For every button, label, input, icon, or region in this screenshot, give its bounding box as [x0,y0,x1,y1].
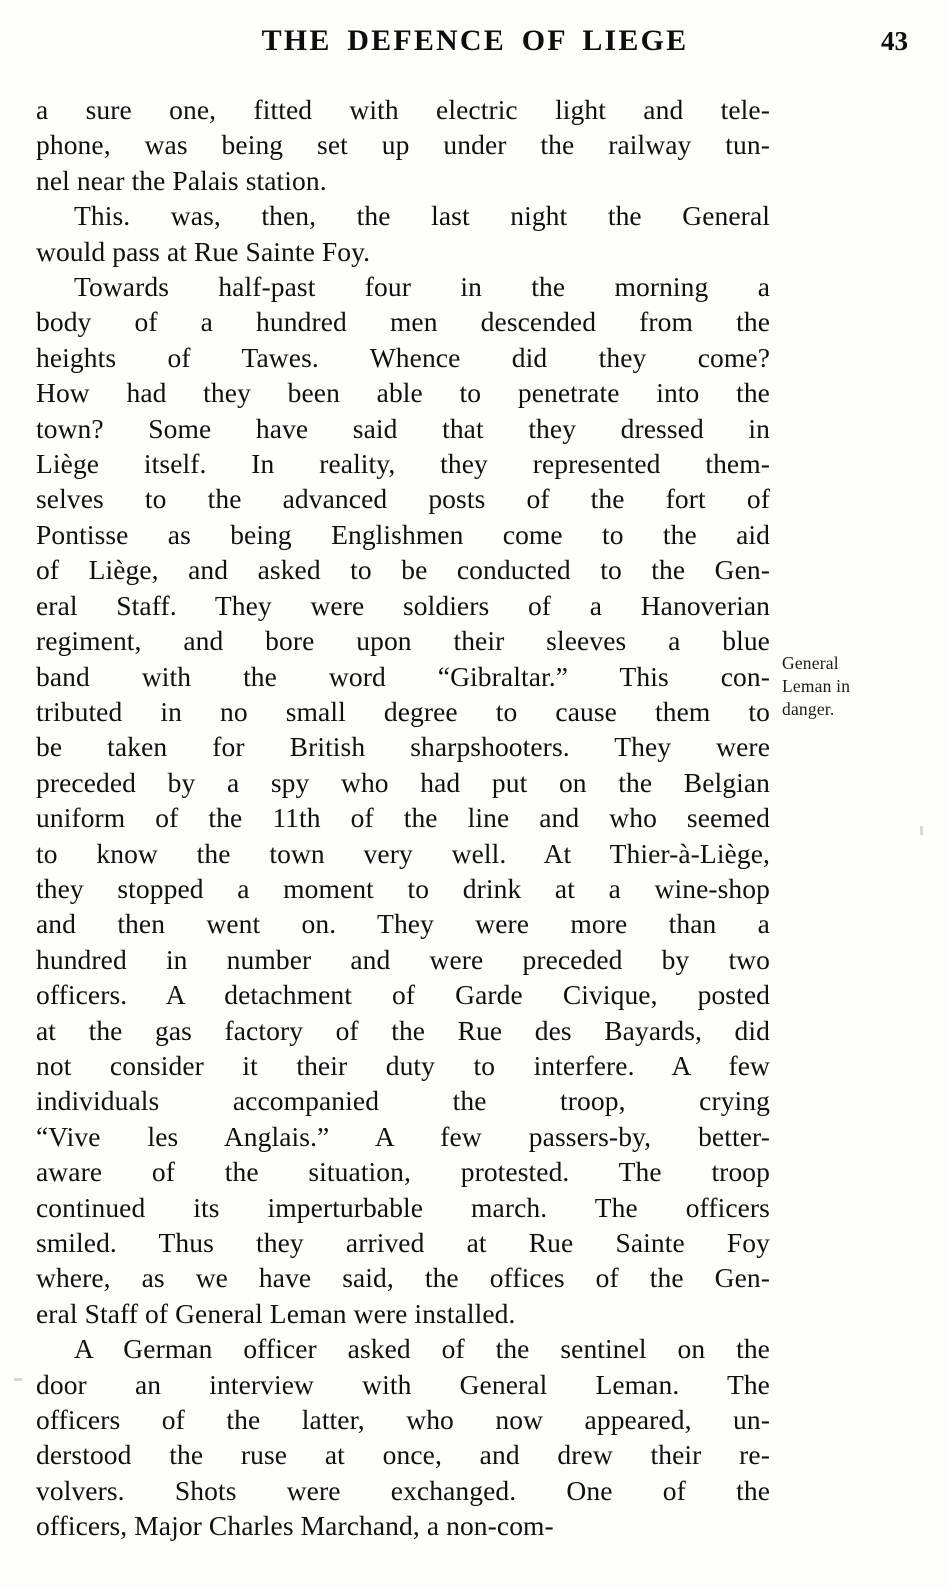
text-line: officers of the latter, who now appeared, un- [36,1404,770,1436]
text-line: Towards half-past four in the morning a [74,271,770,303]
text-line: derstood the ruse at once, and drew their re- [36,1439,770,1471]
text-line: uniform of the 11th of the line and who seemed [36,802,770,834]
text-line: tributed in no small degree to cause them to [36,695,770,727]
text-line: phone, was being set up under the railway tun- [36,129,770,161]
text-line: to know the town very well. At Thier-à-Liège, [36,837,770,869]
marginal-note-line: Leman in [782,676,851,696]
body-text [36,92,770,1544]
text-line: individuals accompanied the troop, crying [36,1085,770,1117]
text-line: regiment, and bore upon their sleeves a blue [36,625,770,657]
page-number: 43 [881,26,908,56]
text-line: heights of Tawes. Whence did they come? [36,341,770,373]
text-line: hundred in number and were preceded by two [36,943,770,975]
text-line: where, as we have said, the offices of the Gen- [36,1262,770,1294]
text-line: they stopped a moment to drink at a wine-shop [36,872,770,904]
text-line: officers, Major Charles Marchand, a non-com- [36,1510,554,1542]
text-line: door an interview with General Leman. The [36,1368,770,1400]
text-line: band with the word “Gibraltar.” This con- [36,660,770,692]
text-line: A German officer asked of the sentinel on the [74,1333,770,1365]
text-line: nel near the Palais station. [36,164,327,196]
text-line: selves to the advanced posts of the fort of [36,483,770,515]
text-line: a sure one, fitted with electric light and tele- [36,94,770,125]
text-line: This. was, then, the last night the General [74,200,770,232]
text-line: at the gas factory of the Rue des Bayards, did [36,1014,770,1046]
text-line: body of a hundred men descended from the [36,306,770,338]
paragraph [36,1331,770,1543]
text-line: of Liège, and asked to be conducted to the Gen- [36,554,770,586]
text-line: officers. A detachment of Garde Civique, posted [36,979,770,1011]
text-line: aware of the situation, protested. The troop [36,1156,770,1188]
text-line: preceded by a spy who had put on the Belgian [36,766,770,798]
scan-artifact [14,1378,22,1381]
text-line: “Vive les Anglais.” A few passers-by, better- [36,1120,770,1152]
scan-artifact [920,826,923,835]
paragraph [36,92,770,198]
text-line: Liège itself. In reality, they represented them- [36,448,770,480]
text-line: volvers. Shots were exchanged. One of the [36,1474,770,1506]
text-line: town? Some have said that they dressed in [36,412,770,444]
text-line: continued its imperturbable march. The officers [36,1191,770,1223]
running-header [0,24,950,68]
text-line: smiled. Thus they arrived at Rue Sainte Foy [36,1227,770,1258]
page-title: THE DEFENCE OF LIEGE [261,24,689,57]
text-line: be taken for British sharpshooters. They were [36,731,770,763]
text-line: and then went on. They were more than a [36,908,770,940]
marginal-note-line: danger. [782,699,835,719]
text-line: eral Staff. They were soldiers of a Hanoverian [36,589,770,621]
text-line: How had they been able to penetrate into the [36,377,770,409]
marginal-note [782,652,932,721]
paragraph [36,198,770,269]
text-line: would pass at Rue Sainte Foy. [36,235,371,267]
text-line: not consider it their duty to interfere. A few [36,1049,770,1081]
paragraph [36,269,770,1331]
marginal-note-line: General [782,653,839,673]
text-line: Pontisse as being Englishmen come to the aid [36,518,770,550]
text-line: eral Staff of General Leman were installed. [36,1297,516,1329]
